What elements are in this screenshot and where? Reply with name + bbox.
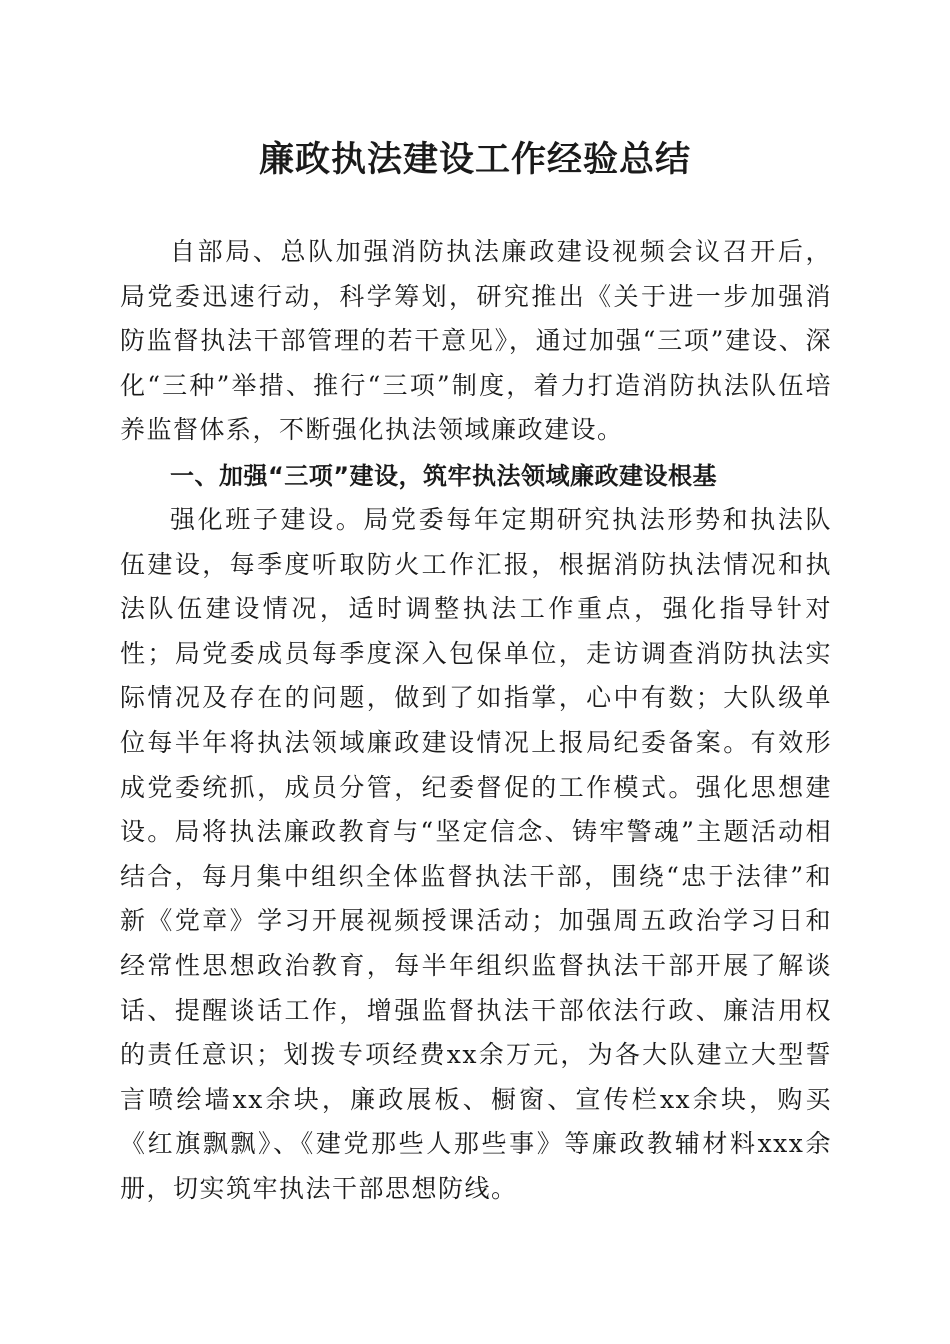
section-heading-1: 一、加强“三项”建设，筑牢执法领域廉政建设根基 xyxy=(170,462,718,490)
document-title: 廉政执法建设工作经验总结 xyxy=(258,139,691,180)
intro-paragraph: 自部局、总队加强消防执法廉政建设视频会议召开后，局党委迅速行动，科学筹划，研究推出《关于进一步加强消防监督执法干部管理的若干意见》，通过加强“三项”建设、深化“三种”举措、推行“三项”制度，着力打造消防执法队伍培养监督体系，不断强化执法领域廉政建设。 xyxy=(120,237,832,445)
section-1-paragraph: 强化班子建设。局党委每年定期研究执法形势和执法队伍建设，每季度听取防火工作汇报，根据消防执法情况和执法队伍建设情况，适时调整执法工作重点，强化指导针对性；局党委成员每季度深入包保单位，走访调查消防执法实际情况及存在的问题，做到了如指掌，心中有数；大队级单位每半年将执法领域廉政建设情况上报局纪委备案。有效形成党委统抓，成员分管，纪委督促的工作模式。强化思想建设。局将执法廉政教育与“坚定信念、铸牢警魂”主题活动相结合，每月集中组织全体监督执法干部，围绕“忠于法律”和新《党章》学习开展视频授课活动；加强周五政治学习日和经常性思想政治教育，每半年组织监督执法干部开展了解谈话、提醒谈话工作，增强监督执法干部依法行政、廉洁用权的责任意识；划拨专项经费xx余万元，为各大队建立大型誓言喷绘墙xx余块，廉政展板、橱窗、宣传栏xx余块，购买《红旗飘飘》、《建党那些人那些事》等廉政教辅材料xxx余册，切实筑牢执法干部思想防线。 xyxy=(120,505,832,1203)
